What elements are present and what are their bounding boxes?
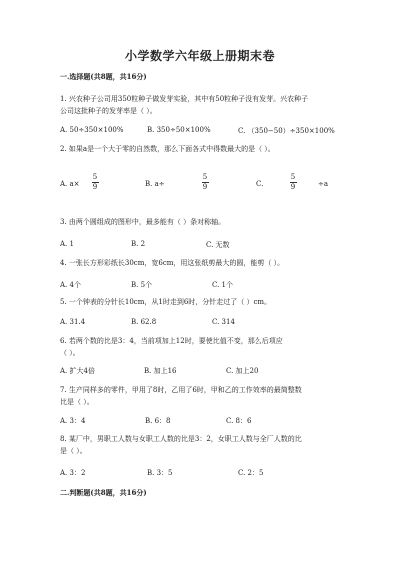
question-text: 1. 兴农种子公司用350粒种子做发芽实验，其中有50粒种子没有发芽。兴农种子 [60, 95, 309, 103]
option-b[interactable]: B. 6：8 [145, 417, 171, 425]
fraction-denominator: 9 [290, 183, 296, 191]
question-text: 是（ ）。 [60, 447, 87, 455]
option-c[interactable]: C. 1个 [212, 281, 234, 289]
question-4 [60, 257, 344, 269]
question-text: 7. 生产同样多的零件，甲用了8时，乙用了6时，甲和乙的工作效率的最简整数 [60, 386, 302, 394]
question-text: 6. 若两个数的比是3：4，当前项加上12时，要使比值不变，那么后项应 [60, 337, 283, 345]
fraction-numerator: 5 [202, 173, 208, 181]
question-5 [60, 296, 344, 308]
question-text: （ ）。 [60, 349, 80, 357]
question-text: 公司这批种子的发芽率是（ ）。 [60, 107, 157, 115]
section-heading-judgment: 二.判断题(共8题，共16分) [60, 488, 147, 497]
option-c-tail: ÷a [318, 180, 329, 188]
option-a[interactable]: A. 4个 [60, 281, 81, 289]
question-1 [60, 93, 344, 117]
question-text: 2. 如果a是一个大于零的自然数，那么下面各式中得数最大的是（ ）。 [60, 145, 275, 153]
fraction-numerator: 5 [290, 173, 296, 181]
fraction-denominator: 9 [202, 183, 208, 191]
question-8 [60, 433, 344, 457]
option-a[interactable]: A. 扩大4倍 [60, 367, 95, 375]
option-a[interactable]: A. 50÷350×100% [60, 126, 124, 134]
option-a[interactable]: A. a× [60, 180, 80, 188]
option-c[interactable]: C. 8：6 [226, 417, 252, 425]
page-title: 小学数学六年级上册期末卷 [124, 49, 275, 63]
question-3 [60, 216, 344, 228]
fraction [200, 174, 210, 191]
option-c[interactable]: C. [256, 180, 264, 188]
fraction [90, 174, 100, 191]
question-text: 4. 一张长方形彩纸长30cm，宽6cm，用这张纸剪最大的圆，能剪（ ）。 [60, 259, 285, 267]
fraction-numerator: 5 [92, 173, 98, 181]
option-b[interactable]: B. 350÷50×100% [147, 126, 211, 134]
option-a[interactable]: A. 3：4 [60, 417, 86, 425]
option-b[interactable]: B. a÷ [145, 180, 165, 188]
option-c[interactable]: C. 无数 [206, 241, 230, 249]
fraction-denominator: 9 [92, 183, 98, 191]
option-b[interactable]: B. 62.8 [131, 318, 157, 326]
option-b[interactable]: B. 2 [131, 240, 146, 248]
option-c[interactable]: C. 314 [212, 318, 235, 326]
section-heading-choice: 一.选择题(共8题，共16分) [60, 72, 147, 81]
option-b[interactable]: B. 3：5 [147, 469, 173, 477]
question-text: 比是（ ）。 [60, 398, 94, 406]
option-c[interactable]: C. （350−50）÷350×100% [238, 127, 335, 135]
option-c[interactable]: C. 2：5 [238, 469, 264, 477]
option-b[interactable]: B. 加上16 [144, 367, 177, 375]
option-a[interactable]: A. 1 [60, 240, 74, 248]
question-text: 8. 某厂中，男职工人数与女职工人数的比是3：2，女职工人数与全厂人数的比 [60, 435, 302, 443]
question-2 [60, 143, 344, 155]
option-a[interactable]: A. 31.4 [60, 318, 86, 326]
option-c[interactable]: C. 加上20 [226, 367, 259, 375]
fraction [288, 174, 298, 191]
question-7 [60, 384, 344, 408]
question-text: 3. 由两个圆组成的图形中，最多能有（ ）条对称轴。 [60, 218, 226, 226]
question-6 [60, 335, 344, 359]
option-b[interactable]: B. 5个 [131, 281, 153, 289]
option-a[interactable]: A. 3：2 [60, 469, 86, 477]
question-text: 5. 一个钟表的分针长10cm，从1时走到6时，分针走过了（ ）cm。 [60, 298, 272, 306]
